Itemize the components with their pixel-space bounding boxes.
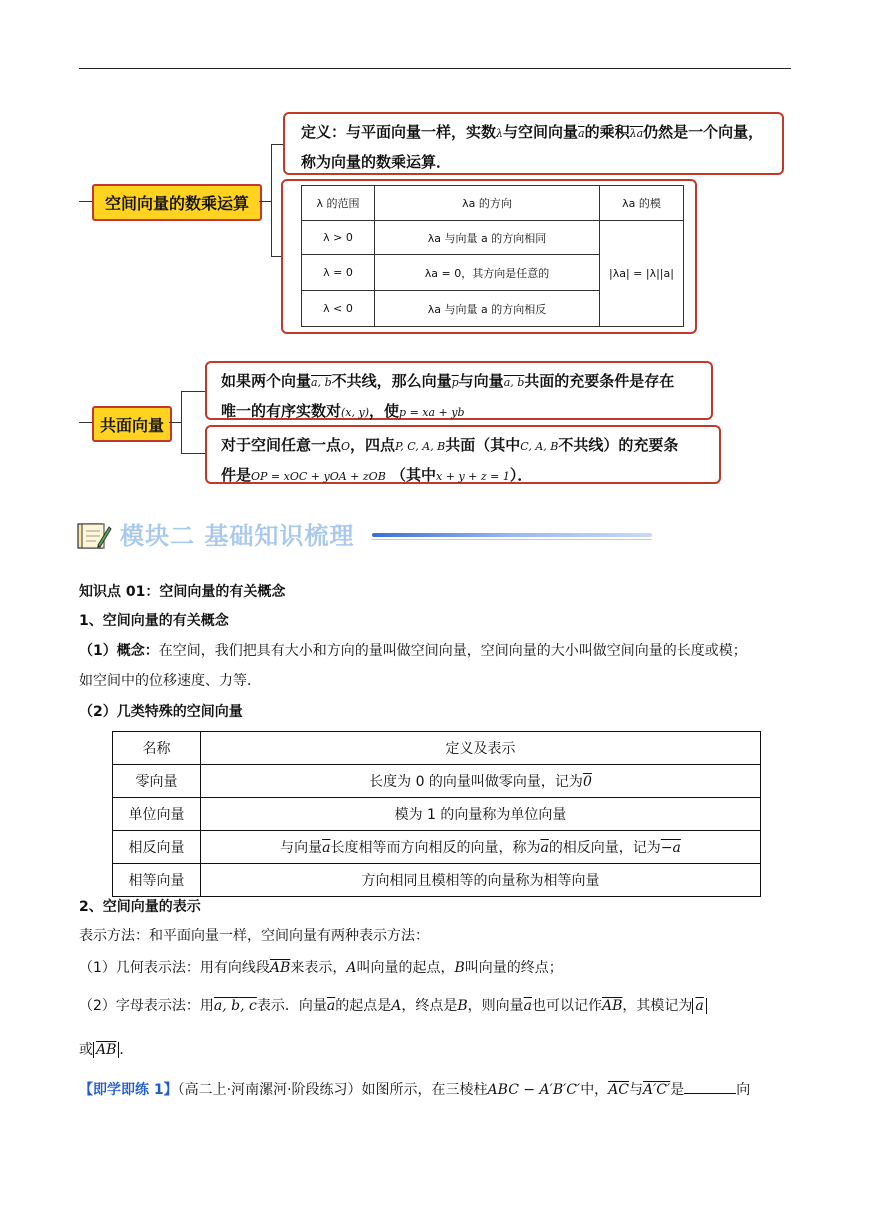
paragraph-geometric: （1）几何表示法：用有向线段$\overline{AB}$来表示，A叫向量的起点，B叫向量的终点；: [79, 960, 563, 976]
paragraph-special-vectors: （2）几类特殊的空间向量: [79, 704, 243, 720]
notebook-icon: [76, 519, 112, 551]
connector: [271, 144, 272, 256]
module-title-bar: [372, 533, 652, 537]
special-vectors-table: [112, 731, 761, 897]
table-header-cell: 名称: [113, 732, 201, 765]
connector: [181, 391, 182, 453]
table-row: 相等向量 方向相同且模相等的向量称为相等向量: [113, 864, 761, 897]
exercise-1: 【即学即练 1】（高二上·河南漯河·阶段练习）如图所示，在三棱柱ABC − A′B′C′中，$\overline{AC}$与A′C′是 向: [79, 1079, 750, 1100]
paragraph-letter: （2）字母表示法：用a, b, c表示．向量$\overline{a}$的起点是A，终点是B，则向量$\overline{a}$也可以记作$\overline{AB}$，其模记为 $\overline{a}$: [79, 996, 707, 1016]
scalar-table: λ 的范围 λa 的方向 λa 的模 λ > 0 λa 与向量 a 的方向相同 |λa| = |λ||a| λ = 0 λa = 0，其方向是任意的 λ < 0 λa 与向量 a 的方向相反: [301, 185, 684, 327]
table-row: 零向量 长度为 0 的向量叫做零向量，记为0: [113, 765, 761, 798]
module-title: 模块二 基础知识梳理: [120, 522, 355, 550]
table-row: 相反向量 与向量$\overline{a}$长度相等而方向相反的向量，称为$\overline{a}$的相反向量，记为−a: [113, 831, 761, 864]
section-1-title: 1、空间向量的有关概念: [79, 613, 229, 629]
node-scalar-multiplication: 空间向量的数乘运算: [92, 184, 262, 221]
connector: [79, 201, 93, 202]
kp-title: 知识点 01：空间向量的有关概念: [79, 584, 286, 600]
connector: [271, 256, 281, 257]
paragraph-concept-cont: 如空间中的位移速度、力等．: [79, 673, 261, 689]
answer-blank[interactable]: [684, 1079, 736, 1094]
section-2-title: 2、空间向量的表示: [79, 899, 201, 915]
paragraph-letter-cont: 或 $\overline{AB}$ ．: [79, 1042, 134, 1058]
coplanar-box-1: 如果两个向量a, b不共线，那么向量$\overline{p}$与向量a, b共面的充要条件是存在 唯一的有序实数对(x, y)，使p = xa + yb: [205, 361, 713, 420]
paragraph-representation: 表示方法：和平面向量一样，空间向量有两种表示方法：: [79, 928, 429, 944]
node-coplanar-vectors: 共面向量: [92, 406, 172, 442]
connector: [271, 144, 283, 145]
coplanar-box-2: 对于空间任意一点O，四点P, C, A, B共面（其中C, A, B不共线）的充要条 件是OP = xOC + yOA + zOB （其中x + y + z = 1）．: [205, 425, 721, 484]
paragraph-concept: （1）概念：在空间，我们把具有大小和方向的量叫做空间向量，空间向量的大小叫做空间向量的长度或模；: [79, 643, 747, 659]
table-header-cell: 定义及表示: [201, 732, 761, 765]
connector: [169, 422, 181, 423]
connector: [259, 201, 271, 202]
module-title-bar-thin: [372, 539, 652, 540]
header-rule: [79, 68, 791, 69]
connector: [181, 453, 205, 454]
definition-box: 定义：与平面向量一样，实数λ与空间向量$\overline{a}$的乘积$\overline{\lambda a}$仍然是一个向量， 称为向量的数乘运算．: [283, 112, 784, 175]
connector: [181, 391, 205, 392]
connector: [79, 422, 93, 423]
table-row: 单位向量 模为 1 的向量称为单位向量: [113, 798, 761, 831]
